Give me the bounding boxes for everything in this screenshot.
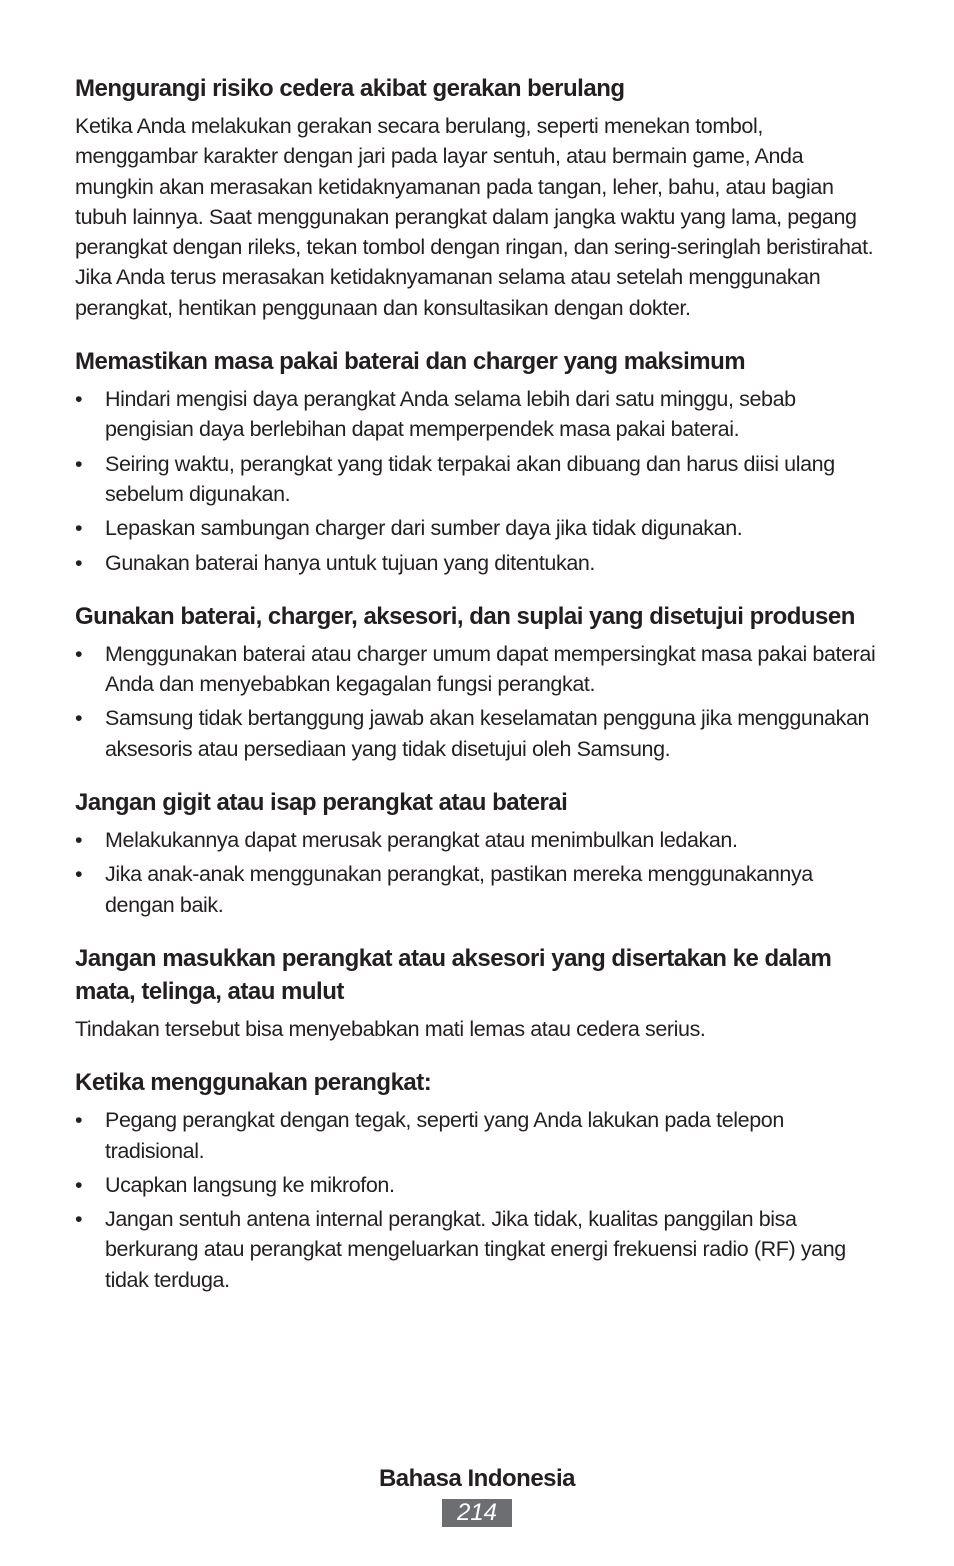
bullet-icon: • (75, 706, 83, 731)
bullet-icon: • (75, 862, 83, 887)
list-item (75, 859, 885, 920)
section-paragraph: Ketika Anda melakukan gerakan secara berulang, seperti menekan tombol, menggambar karakter dengan jari pada layar sentuh, atau bermain game, Anda mungkin akan merasakan ketidaknyamanan pada tangan, leher, bahu, atau bagian tubuh lainnya. Saat menggunakan perangkat dalam jangka waktu yang lama, pegang perangkat dengan rileks, tekan tombol dengan ringan, dan sering-seringlah beristirahat. Jika Anda terus merasakan ketidaknyamanan selama atau setelah menggunakan perangkat, hentikan penggunaan dan konsultasikan dengan dokter. (75, 114, 874, 320)
bullet-list (75, 384, 885, 578)
bullet-icon: • (75, 550, 83, 575)
bullet-icon: • (75, 387, 83, 412)
document-page (75, 72, 885, 1317)
list-item-text: Menggunakan baterai atau charger umum dapat mempersingkat masa pakai baterai Anda dan menyebabkan kegagalan fungsi perangkat. (105, 641, 876, 697)
list-item (75, 1105, 885, 1166)
section-heading: Ketika menggunakan perangkat: (75, 1069, 432, 1097)
list-item-text: Gunakan baterai hanya untuk tujuan yang ditentukan. (105, 550, 596, 575)
bullet-icon: • (75, 828, 83, 853)
section-heading: Jangan masukkan perangkat atau aksesori yang disertakan ke dalam mata, telinga, atau mulut (75, 944, 832, 1005)
bullet-icon: • (75, 516, 83, 541)
section-heading: Mengurangi risiko cedera akibat gerakan berulang (75, 75, 625, 102)
bullet-icon: • (75, 1172, 83, 1197)
list-item (75, 703, 885, 764)
page-number: 214 (442, 1499, 512, 1527)
list-item (75, 825, 885, 855)
list-item (75, 1170, 885, 1200)
bullet-list (75, 639, 885, 764)
section-do-not-bite (75, 786, 885, 920)
footer-language: Bahasa Indonesia (378, 1465, 576, 1492)
bullet-icon: • (75, 1108, 83, 1133)
bullet-list (75, 825, 885, 920)
list-item-text: Melakukannya dapat merusak perangkat atau menimbulkan ledakan. (105, 828, 738, 853)
section-when-using-device (75, 1066, 885, 1295)
bullet-icon: • (75, 641, 83, 666)
page-footer (0, 1462, 954, 1527)
list-item (75, 1204, 885, 1295)
section-heading: Gunakan baterai, charger, aksesori, dan suplai yang disetujui produsen (75, 602, 855, 630)
list-item-text: Jika anak-anak menggunakan perangkat, pastikan mereka menggunakannya dengan baik. (105, 862, 813, 917)
section-do-not-insert (75, 942, 885, 1044)
list-item (75, 384, 885, 445)
section-heading: Memastikan masa pakai baterai dan charger yang maksimum (75, 348, 746, 376)
list-item-text: Jangan sentuh antena internal perangkat. Jika tidak, kualitas panggilan bisa berkurang atau perangkat mengeluarkan tingkat energi frekuensi radio (RF) yang tidak terduga. (105, 1207, 846, 1292)
list-item-text: Hindari mengisi daya perangkat Anda selama lebih dari satu minggu, sebab pengisian daya berlebihan dapat memperpendek masa pakai baterai. (105, 387, 796, 442)
list-item-text: Seiring waktu, perangkat yang tidak terpakai akan dibuang dan harus diisi ulang sebelum digunakan. (105, 451, 835, 506)
list-item (75, 548, 885, 578)
list-item-text: Pegang perangkat dengan tegak, seperti yang Anda lakukan pada telepon tradisional. (105, 1108, 784, 1163)
section-approved-accessories (75, 600, 885, 764)
section-repetitive-motion (75, 72, 885, 323)
section-battery-life (75, 345, 885, 578)
section-paragraph: Tindakan tersebut bisa menyebabkan mati lemas atau cedera serius. (75, 1016, 706, 1041)
bullet-list (75, 1105, 885, 1295)
list-item-text: Ucapkan langsung ke mikrofon. (105, 1172, 395, 1197)
bullet-icon: • (75, 451, 83, 476)
list-item (75, 513, 885, 543)
list-item-text: Lepaskan sambungan charger dari sumber daya jika tidak digunakan. (105, 516, 743, 541)
list-item (75, 449, 885, 510)
list-item-text: Samsung tidak bertanggung jawab akan keselamatan pengguna jika menggunakan aksesoris atau persediaan yang tidak disetujui oleh Samsung. (105, 706, 870, 761)
bullet-icon: • (75, 1207, 83, 1232)
section-heading: Jangan gigit atau isap perangkat atau baterai (75, 789, 568, 817)
list-item (75, 639, 885, 700)
